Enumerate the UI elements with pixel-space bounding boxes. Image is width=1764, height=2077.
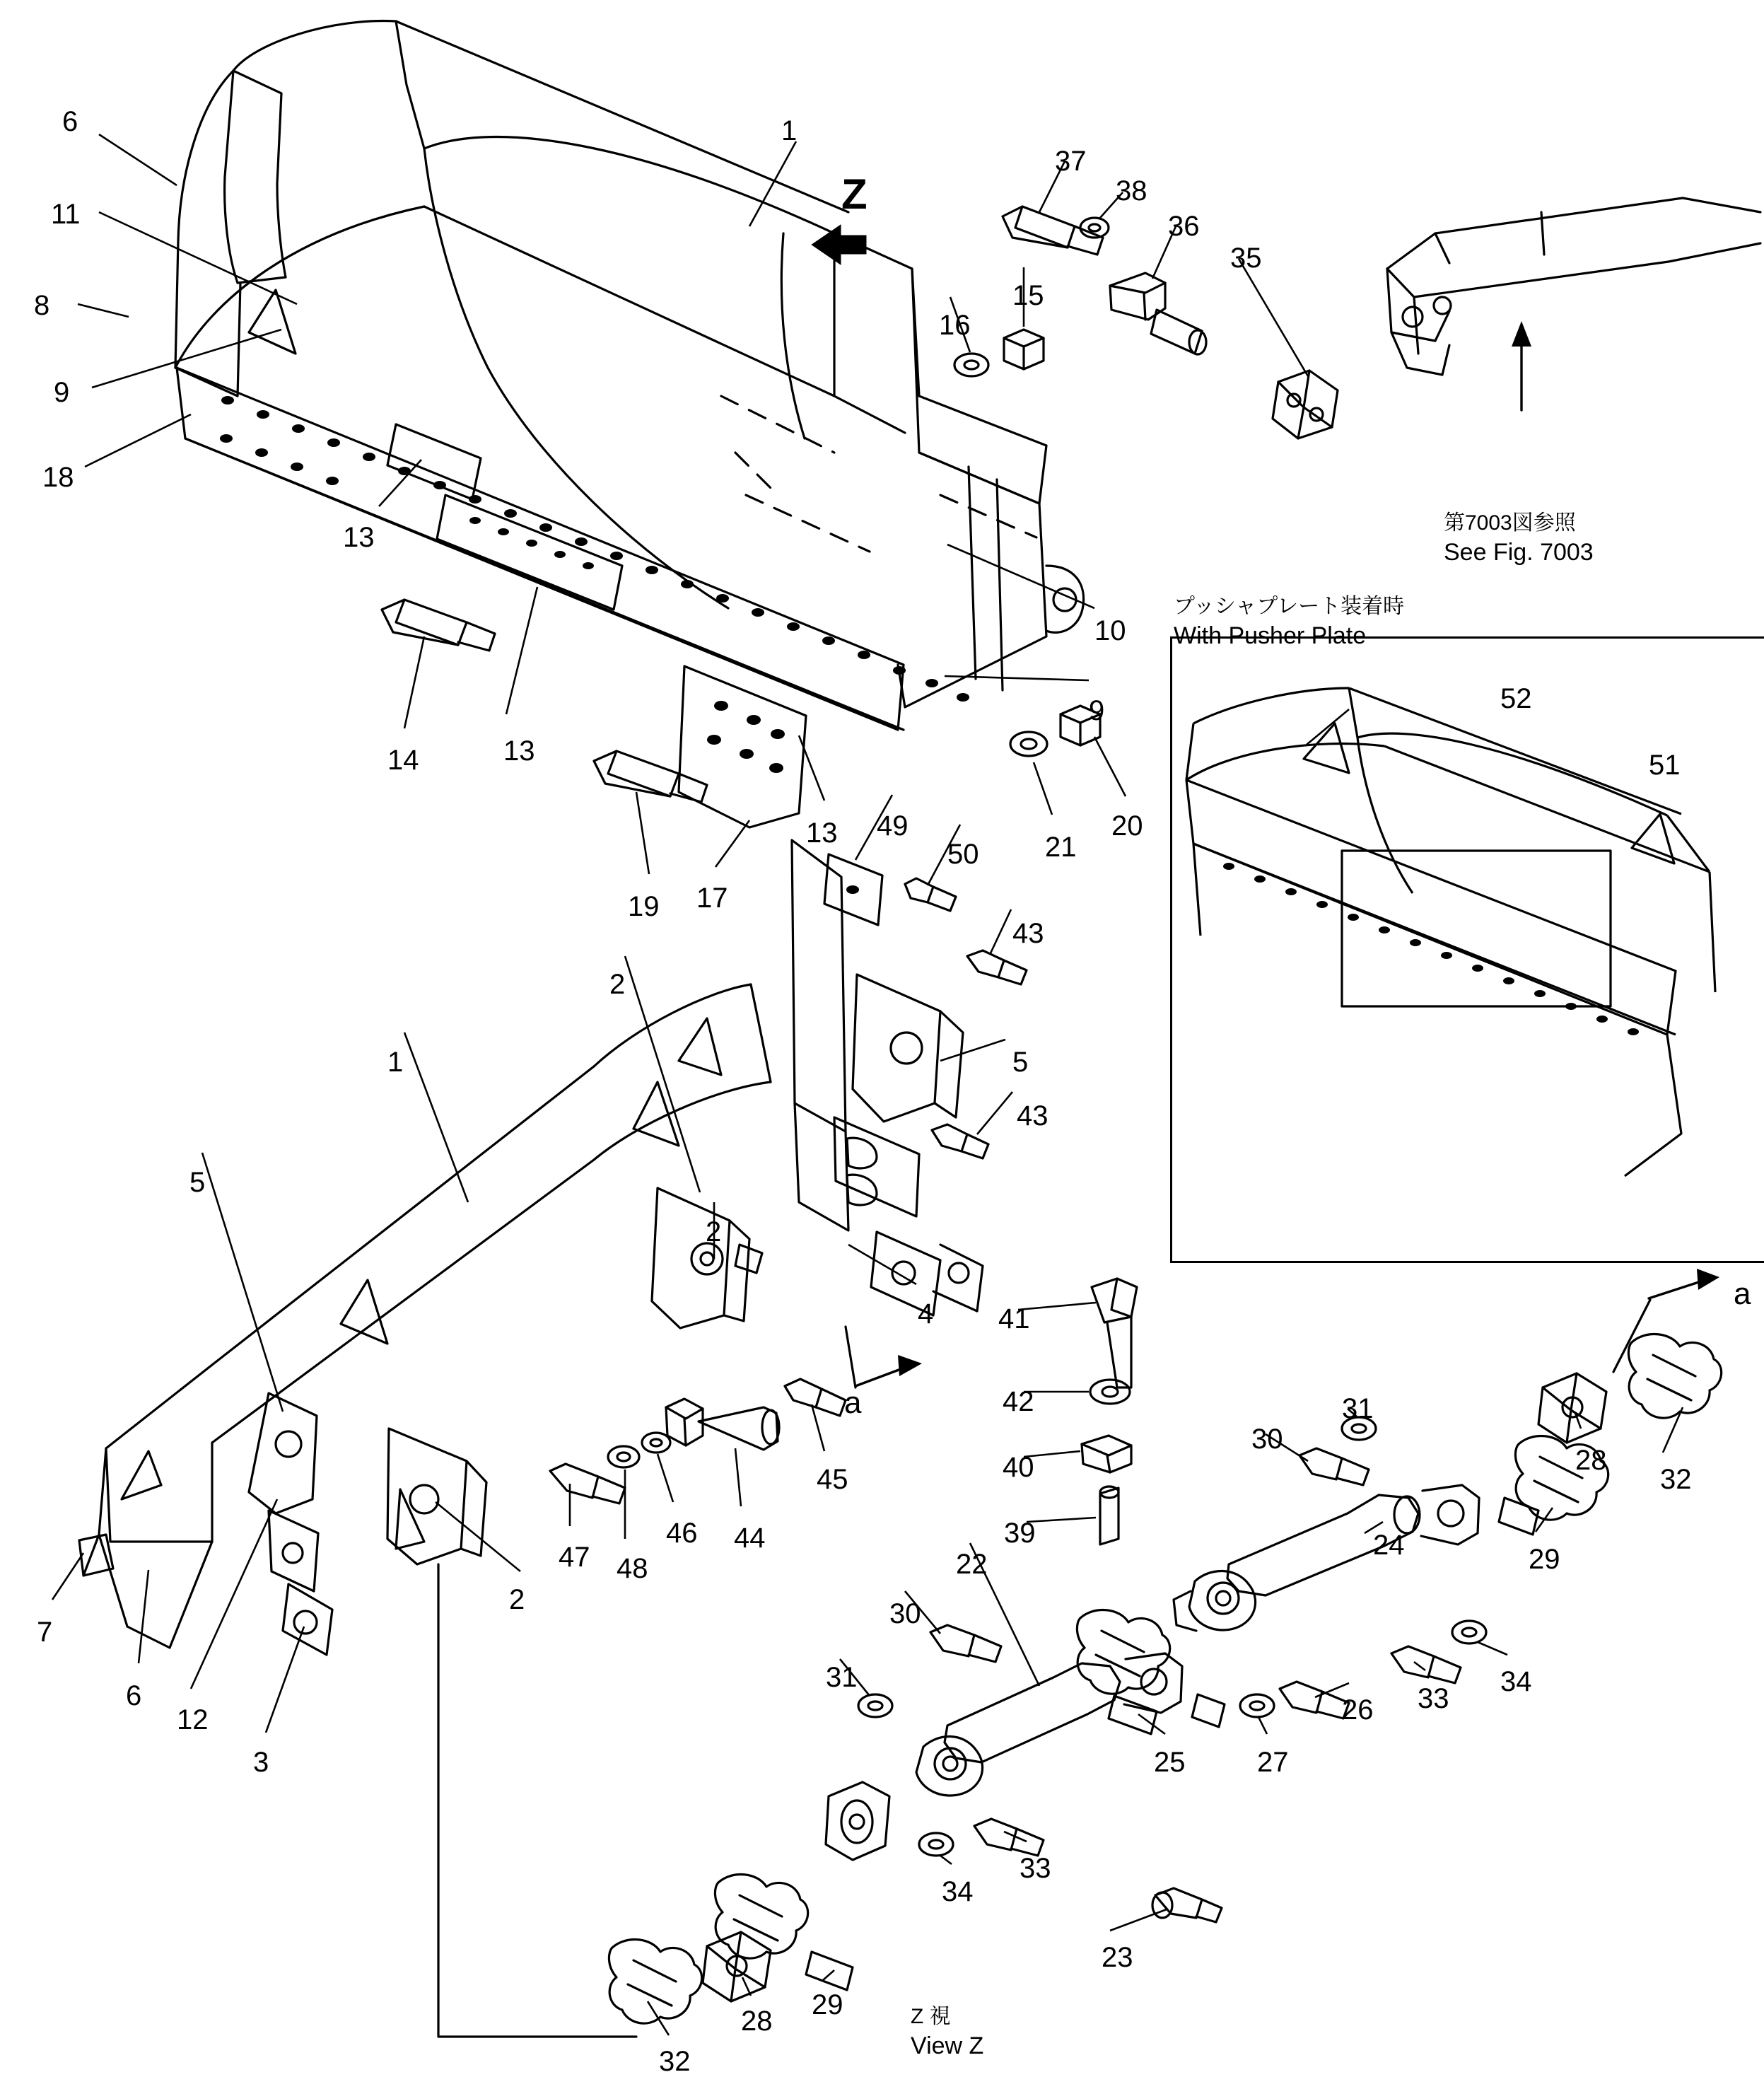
callout-number: 32 <box>1660 1464 1692 1495</box>
pusher-plate-caption-jp: プッシャプレート装着時 <box>1174 595 1405 618</box>
callout-number: 1 <box>781 115 798 146</box>
callout-number: 25 <box>1154 1747 1186 1778</box>
callout-number: 49 <box>877 810 909 842</box>
callout-number: 30 <box>1251 1424 1283 1455</box>
callout-number: 7 <box>37 1617 53 1648</box>
callout-number: 13 <box>343 522 375 553</box>
callout-number: 36 <box>1168 211 1200 242</box>
callout-number: 22 <box>956 1549 988 1580</box>
callout-number: 1 <box>387 1047 404 1078</box>
callout-number: 43 <box>1012 918 1044 949</box>
callout-number: 29 <box>812 1989 843 2020</box>
callout-number: 39 <box>1004 1518 1036 1549</box>
callout-number: 42 <box>1003 1386 1034 1417</box>
callout-number: 37 <box>1055 146 1087 177</box>
callout-number: 41 <box>998 1303 1030 1334</box>
callout-number: 4 <box>918 1298 934 1330</box>
see-fig-caption-en: See Fig. 7003 <box>1444 539 1594 566</box>
callout-number: 17 <box>696 883 728 914</box>
callout-number: 43 <box>1017 1100 1049 1131</box>
callout-number: 31 <box>1342 1393 1374 1424</box>
callout-number: 38 <box>1116 175 1147 206</box>
view-z-caption-en: View Z <box>911 2032 984 2059</box>
callout-number: 6 <box>126 1680 142 1711</box>
callout-number: 51 <box>1649 750 1681 781</box>
section-letter-a-right: a <box>1734 1276 1751 1311</box>
callout-number: 32 <box>659 2046 691 2077</box>
callout-number: 33 <box>1020 1853 1051 1884</box>
callout-number: 52 <box>1500 683 1532 714</box>
section-letter-a-left: a <box>844 1385 862 1420</box>
callout-number: 9 <box>1089 695 1105 726</box>
callout-number: 34 <box>942 1876 974 1907</box>
callout-number: 24 <box>1373 1530 1405 1561</box>
callout-number: 23 <box>1102 1942 1133 1973</box>
callout-number: 5 <box>189 1167 206 1198</box>
callout-number: 5 <box>1012 1047 1029 1078</box>
view-z-caption-jp: Z 視 <box>911 2005 951 2028</box>
callout-number: 28 <box>1575 1445 1607 1476</box>
callout-number: 44 <box>734 1523 766 1554</box>
see-fig-caption <box>1444 509 1594 568</box>
callout-number: 13 <box>806 818 838 849</box>
callout-number: 50 <box>947 839 979 870</box>
callout-number: 11 <box>51 199 81 230</box>
callout-number: 31 <box>826 1662 858 1693</box>
callout-number: 8 <box>34 290 50 321</box>
z-direction-marker: Z <box>841 170 868 218</box>
callout-number: 20 <box>1111 810 1143 842</box>
pusher-plate-inset <box>1170 636 1764 1263</box>
callout-number: 3 <box>253 1747 269 1778</box>
callout-number: 6 <box>62 106 78 137</box>
callout-number: 18 <box>42 462 74 493</box>
callout-number: 45 <box>817 1464 848 1495</box>
callout-number: 28 <box>741 2006 773 2037</box>
pusher-plate-caption-en: With Pusher Plate <box>1174 622 1367 649</box>
callout-number: 33 <box>1418 1683 1449 1714</box>
callout-number: 2 <box>609 969 626 1000</box>
callout-number: 15 <box>1012 280 1044 311</box>
callout-number: 47 <box>559 1542 590 1573</box>
callout-number: 2 <box>509 1584 525 1615</box>
see-fig-caption-jp: 第7003図参照 <box>1444 511 1576 535</box>
callout-number: 30 <box>889 1598 921 1629</box>
callout-number: 16 <box>939 310 971 341</box>
callout-number: 9 <box>54 377 70 408</box>
callout-number: 21 <box>1045 832 1077 863</box>
pusher-plate-inset-art <box>1172 639 1764 1261</box>
callout-number: 27 <box>1257 1747 1289 1778</box>
callout-number: 26 <box>1342 1694 1374 1726</box>
callout-number: 46 <box>666 1518 698 1549</box>
callout-number: 12 <box>177 1704 209 1735</box>
view-z-caption <box>911 2003 983 2061</box>
callout-number: 13 <box>503 735 535 767</box>
callout-number: 35 <box>1230 243 1262 274</box>
pusher-plate-caption <box>1174 593 1404 651</box>
callout-number: 2 <box>706 1216 722 1247</box>
callout-number: 48 <box>617 1553 648 1584</box>
callout-number: 40 <box>1003 1452 1034 1483</box>
callout-number: 19 <box>628 891 660 922</box>
callout-number: 34 <box>1500 1666 1532 1697</box>
callout-number: 29 <box>1529 1544 1560 1575</box>
callout-number: 14 <box>387 745 419 776</box>
callout-number: 10 <box>1094 615 1126 646</box>
